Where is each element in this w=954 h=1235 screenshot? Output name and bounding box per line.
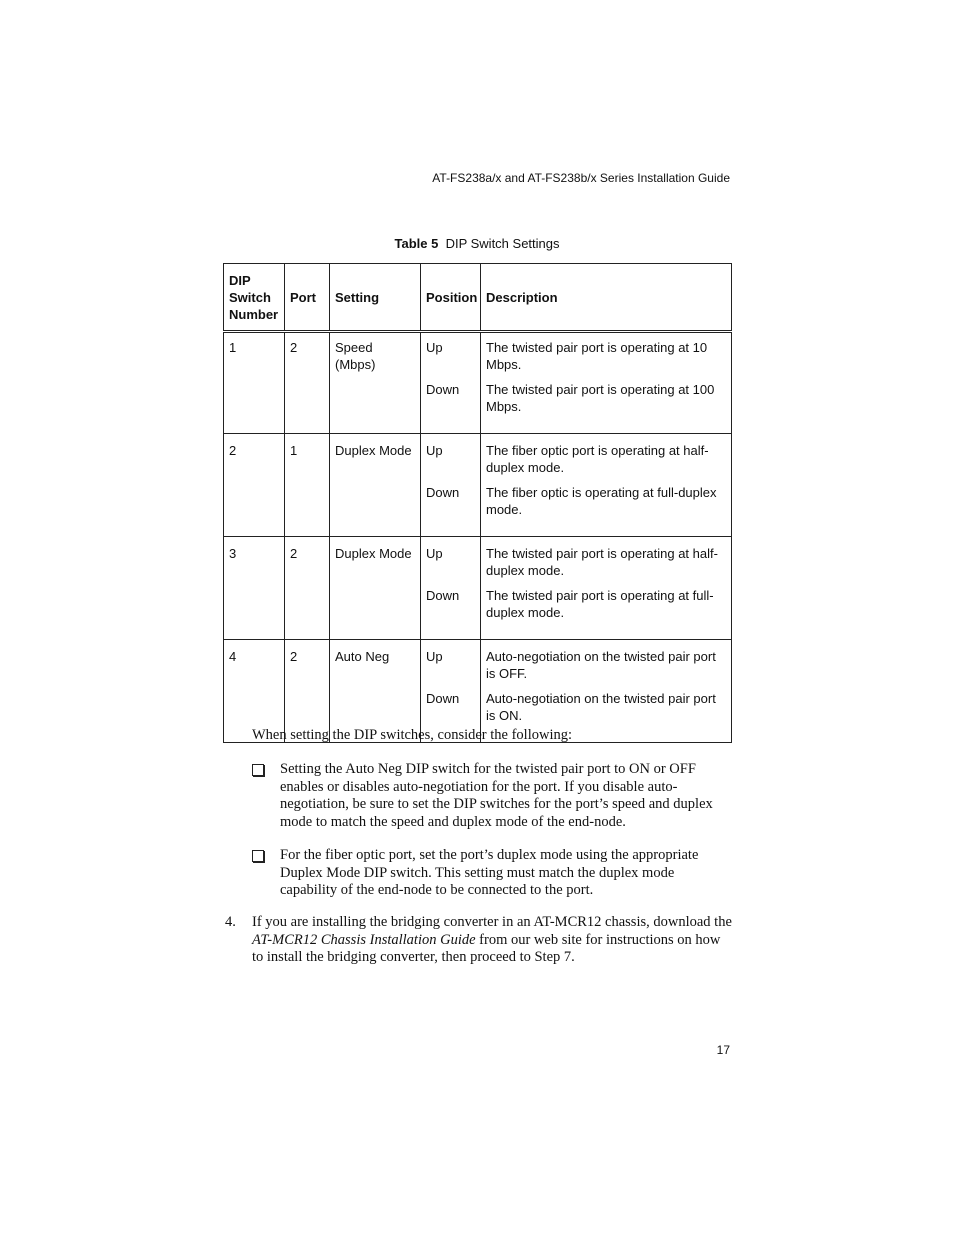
bullet-item <box>252 761 732 831</box>
position-up: Up <box>426 340 443 355</box>
checkbox-bullet-icon <box>252 764 264 776</box>
col-header-description: Description <box>481 264 732 332</box>
cell-setting: Duplex Mode <box>330 434 421 537</box>
cell-position <box>421 434 481 537</box>
position-up: Up <box>426 443 443 458</box>
cell-description <box>481 434 732 537</box>
cell-setting: Auto Neg <box>330 640 421 743</box>
table-row <box>224 537 732 640</box>
cell-dip: 2 <box>224 434 285 537</box>
table-header-row <box>224 264 732 332</box>
cell-position <box>421 332 481 434</box>
running-header: AT-FS238a/x and AT-FS238b/x Series Installation Guide <box>432 171 730 185</box>
bullet-text: Setting the Auto Neg DIP switch for the twisted pair port to ON or OFF enables or disables auto-negotiation for the port. If you disable auto-negotiation, be sure to set the DIP switches for the port’s speed and duplex mode to match the speed and duplex mode of the end-node. <box>280 761 713 830</box>
position-down: Down <box>426 382 460 397</box>
cell-description <box>481 332 732 434</box>
step-item <box>225 914 733 967</box>
col-header-setting: Setting <box>330 264 421 332</box>
description-up: The twisted pair port is operating at 10 Mbps. <box>486 340 708 372</box>
description-up: The fiber optic port is operating at half-duplex mode. <box>486 443 709 475</box>
cell-dip: 3 <box>224 537 285 640</box>
step-number: 4. <box>225 914 236 930</box>
dip-switch-table <box>223 263 732 743</box>
cell-port: 2 <box>285 640 330 743</box>
page-number: 17 <box>716 1043 730 1057</box>
description-down: The twisted pair port is operating at 100 Mbps. <box>486 382 715 414</box>
step-text: If you are installing the bridging converter in an AT-MCR12 chassis, download the AT-MCR12 Chassis Installation Guide from our web site for instructions on how to install the bridging converter, then proceed to Step 7. <box>252 914 732 965</box>
table-row <box>224 434 732 537</box>
bullet-item <box>252 847 732 900</box>
cell-port: 2 <box>285 537 330 640</box>
col-header-dip: DIP Switch Number <box>224 264 285 332</box>
cell-dip: 4 <box>224 640 285 743</box>
table-caption-title: DIP Switch Settings <box>445 236 560 251</box>
position-down: Down <box>426 588 460 603</box>
guide-title: AT-MCR12 Chassis Installation Guide <box>252 931 476 948</box>
position-down: Down <box>426 691 460 706</box>
col-header-position: Position <box>421 264 481 332</box>
position-up: Up <box>426 649 443 664</box>
cell-port: 1 <box>285 434 330 537</box>
description-up: Auto-negotiation on the twisted pair port is OFF. <box>486 649 716 681</box>
description-up: The twisted pair port is operating at half-duplex mode. <box>486 546 718 578</box>
col-header-port: Port <box>285 264 330 332</box>
description-down: The twisted pair port is operating at full-duplex mode. <box>486 588 714 620</box>
checkbox-bullet-icon <box>252 850 264 862</box>
table-row <box>224 332 732 434</box>
table-caption <box>223 236 731 251</box>
position-up: Up <box>426 546 443 561</box>
cell-position <box>421 537 481 640</box>
description-down: Auto-negotiation on the twisted pair port is ON. <box>486 691 716 723</box>
table-caption-label: Table 5 <box>394 236 439 251</box>
cell-description <box>481 537 732 640</box>
bullet-text: For the fiber optic port, set the port’s duplex mode using the appropriate Duplex Mode DIP switch. This setting must match the duplex mode capability of the end-node to be connected to the port. <box>280 847 699 898</box>
cell-setting: Duplex Mode <box>330 537 421 640</box>
cell-dip: 1 <box>224 332 285 434</box>
cell-setting: Speed (Mbps) <box>330 332 421 434</box>
description-down: The fiber optic is operating at full-duplex mode. <box>486 485 717 517</box>
intro-paragraph: When setting the DIP switches, consider the following: <box>252 727 573 743</box>
cell-port: 2 <box>285 332 330 434</box>
position-down: Down <box>426 485 460 500</box>
